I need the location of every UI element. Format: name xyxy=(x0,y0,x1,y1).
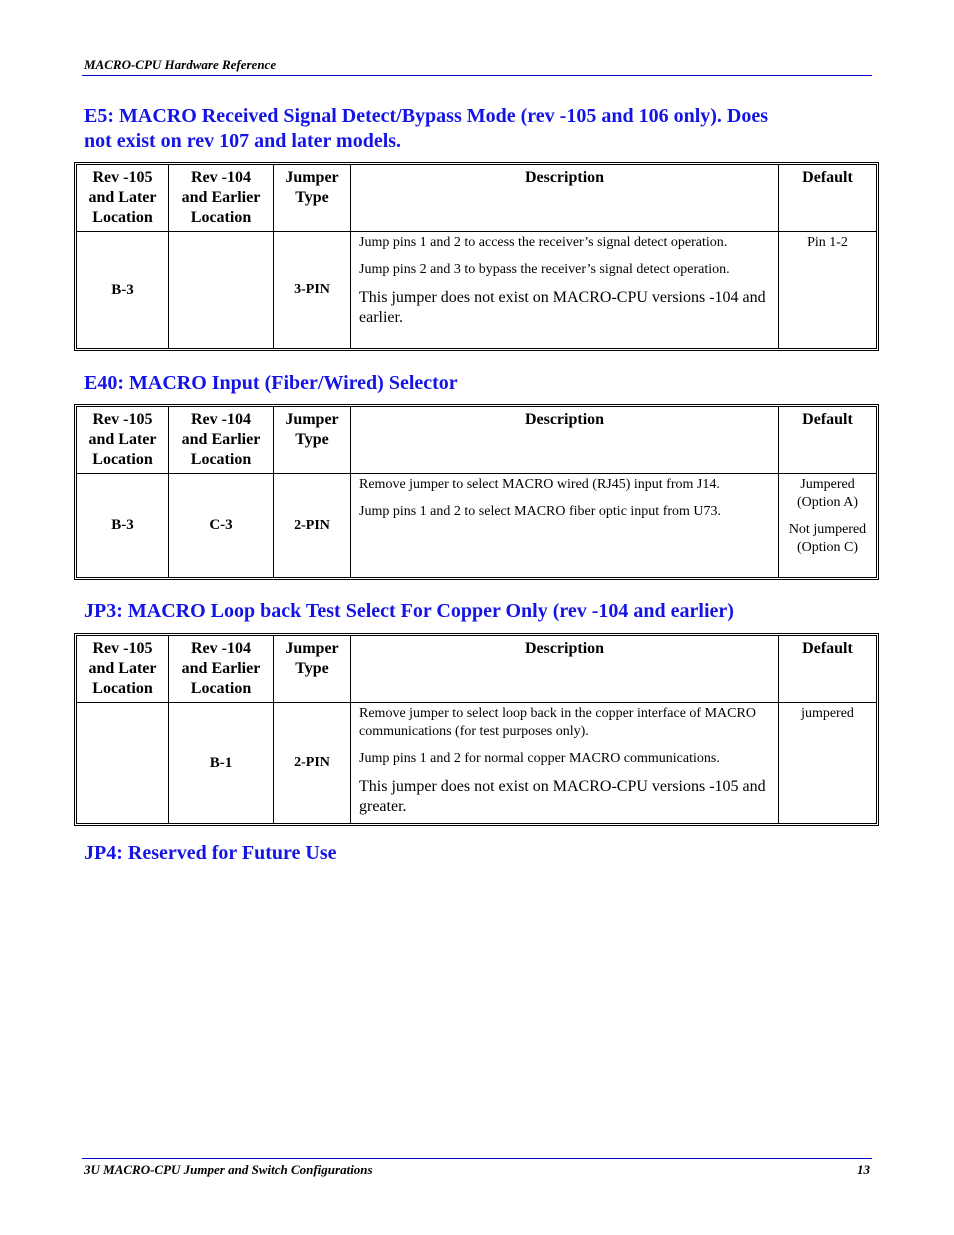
description-line: Remove jumper to select loop back in the copper interface of MACRO communications (for test purposes only). xyxy=(359,706,756,739)
col-jumper-type: Jumper Type xyxy=(274,165,351,232)
section-title-e5-line1: E5: MACRO Received Signal Detect/Bypass Mode (rev -105 and 106 only). Does xyxy=(84,105,769,127)
col-description: Description xyxy=(351,636,779,703)
col-rev105: Rev -105 and Later Location xyxy=(77,165,169,232)
rev105-location: B-3 xyxy=(77,232,169,348)
default-value: Pin 1-2 xyxy=(807,235,848,250)
rev104-location xyxy=(169,232,274,348)
section-title-e5 xyxy=(84,104,874,154)
description-cell xyxy=(351,474,779,577)
description-line: Jump pins 1 and 2 for normal copper MACRO communications. xyxy=(359,751,720,766)
col-rev104: Rev -104 and Earlier Location xyxy=(169,165,274,232)
section-title-jp4: JP4: Reserved for Future Use xyxy=(84,842,337,864)
description-line: Remove jumper to select MACRO wired (RJ45) input from J14. xyxy=(359,477,720,492)
jumper-table-e40 xyxy=(74,404,879,580)
default-value: Jumpered (Option A) xyxy=(796,477,859,510)
col-default: Default xyxy=(779,636,876,703)
default-value: Not jumpered (Option C) xyxy=(788,522,867,555)
col-rev105: Rev -105 and Later Location xyxy=(77,636,169,703)
page-number: 13 xyxy=(857,1162,870,1177)
default-value: jumpered xyxy=(801,706,854,721)
rev105-location xyxy=(77,703,169,823)
jumper-table-jp3 xyxy=(74,633,879,826)
footer-title: 3U MACRO-CPU Jumper and Switch Configurations xyxy=(84,1162,373,1177)
description-cell xyxy=(351,703,779,823)
table-header-row xyxy=(77,636,876,703)
default-cell xyxy=(779,232,876,348)
running-footer xyxy=(84,1162,870,1178)
description-note: This jumper does not exist on MACRO-CPU versions -105 and greater. xyxy=(359,778,766,815)
description-line: Jump pins 1 and 2 to access the receiver’s signal detect operation. xyxy=(359,235,728,250)
col-rev104: Rev -104 and Earlier Location xyxy=(169,407,274,474)
table-row xyxy=(77,474,876,577)
col-jumper-type: Jumper Type xyxy=(274,407,351,474)
section-title-jp3: JP3: MACRO Loop back Test Select For Copper Only (rev -104 and earlier) xyxy=(84,600,734,622)
col-rev104: Rev -104 and Earlier Location xyxy=(169,636,274,703)
section-title-e40: E40: MACRO Input (Fiber/Wired) Selector xyxy=(84,372,458,394)
col-description: Description xyxy=(351,407,779,474)
jumper-table-e5 xyxy=(74,162,879,351)
description-note: This jumper does not exist on MACRO-CPU versions -104 and earlier. xyxy=(359,289,766,326)
rev104-location: B-1 xyxy=(169,703,274,823)
jumper-type: 3-PIN xyxy=(274,232,351,348)
col-rev105: Rev -105 and Later Location xyxy=(77,407,169,474)
jumper-type: 2-PIN xyxy=(274,703,351,823)
col-description: Description xyxy=(351,165,779,232)
footer-rule xyxy=(82,1158,872,1159)
col-jumper-type: Jumper Type xyxy=(274,636,351,703)
table-header-row xyxy=(77,165,876,232)
table-header-row xyxy=(77,407,876,474)
table-row xyxy=(77,232,876,348)
running-header: MACRO-CPU Hardware Reference xyxy=(84,57,277,72)
default-cell xyxy=(779,474,876,577)
description-line: Jump pins 1 and 2 to select MACRO fiber optic input from U73. xyxy=(359,504,722,519)
col-default: Default xyxy=(779,165,876,232)
rev105-location: B-3 xyxy=(77,474,169,577)
header-rule xyxy=(82,75,872,76)
col-default: Default xyxy=(779,407,876,474)
jumper-type: 2-PIN xyxy=(274,474,351,577)
section-title-e5-line2: not exist on rev 107 and later models. xyxy=(84,130,402,152)
description-cell xyxy=(351,232,779,348)
description-line: Jump pins 2 and 3 to bypass the receiver’s signal detect operation. xyxy=(359,262,730,277)
table-row xyxy=(77,703,876,823)
rev104-location: C-3 xyxy=(169,474,274,577)
default-cell xyxy=(779,703,876,823)
